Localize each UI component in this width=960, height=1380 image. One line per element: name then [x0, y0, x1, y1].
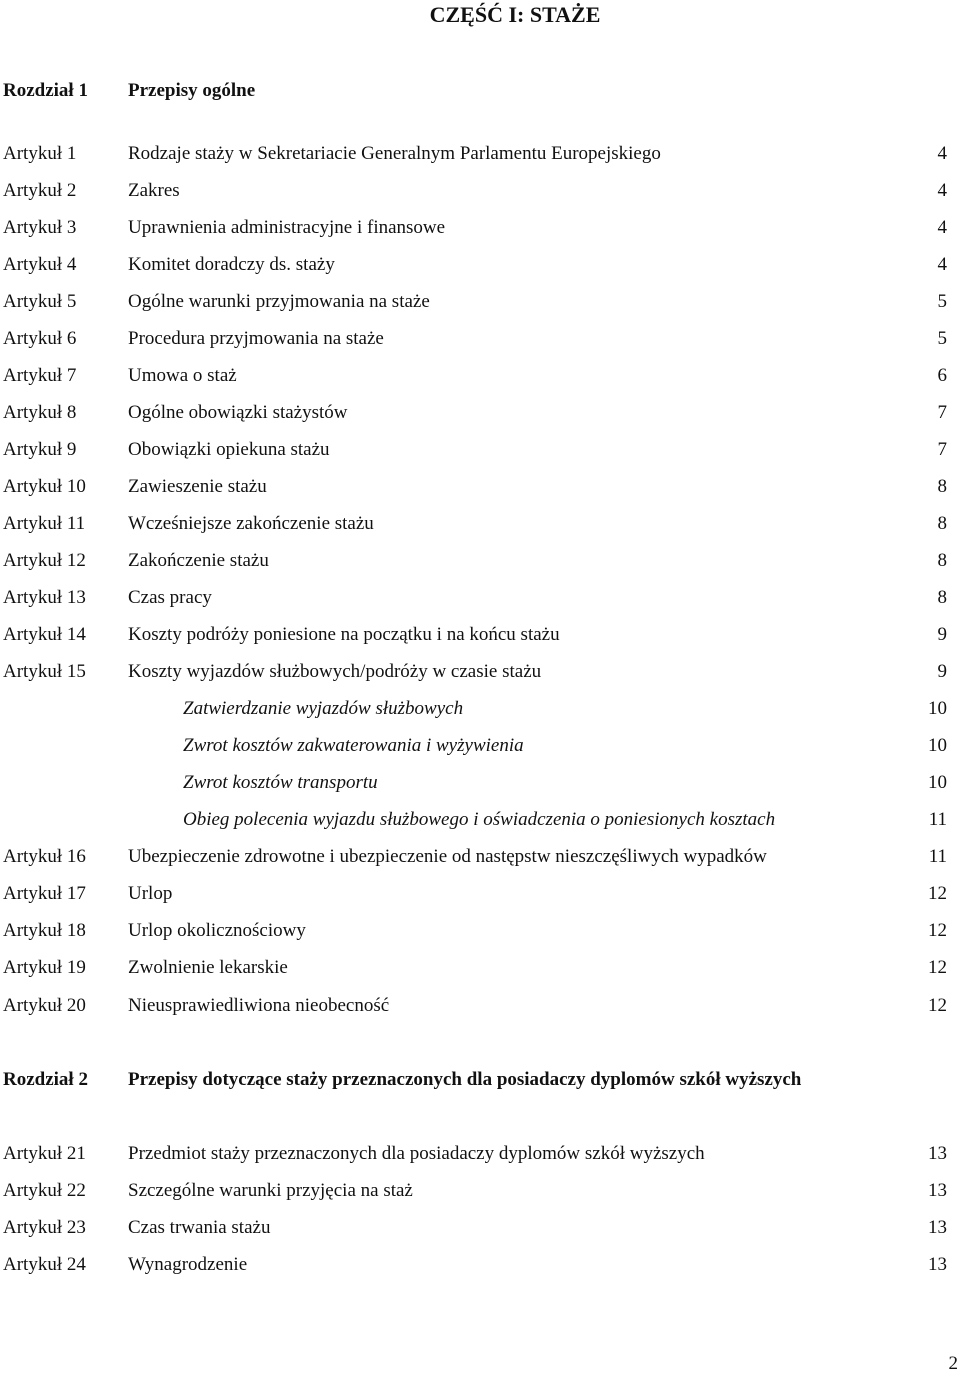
- article-title: Wcześniejsze zakończenie stażu: [128, 513, 374, 534]
- toc-entry[interactable]: [3, 180, 947, 208]
- toc-entry[interactable]: [3, 624, 947, 652]
- toc-entry[interactable]: [3, 1217, 947, 1245]
- article-title: Urlop: [128, 883, 173, 904]
- page-ref: 12: [928, 920, 947, 941]
- article-number: Artykuł 2: [3, 180, 77, 201]
- toc-entry[interactable]: [3, 439, 947, 467]
- article-title: Szczególne warunki przyjęcia na staż: [128, 1180, 413, 1201]
- article-number: Artykuł 12: [3, 550, 86, 571]
- article-number: Artykuł 20: [3, 995, 86, 1016]
- page-ref: 13: [928, 1254, 947, 1275]
- article-title: Koszty wyjazdów służbowych/podróży w czasie stażu: [128, 661, 542, 682]
- page-ref: 4: [937, 217, 947, 238]
- toc-entry[interactable]: [3, 920, 947, 948]
- chapter-title: Przepisy dotyczące staży przeznaczonych dla posiadaczy dyplomów szkół wyższych: [128, 1069, 802, 1090]
- page-ref: 13: [928, 1217, 947, 1238]
- page-ref: 6: [937, 365, 947, 386]
- page-ref: 13: [928, 1143, 947, 1164]
- toc-entry[interactable]: [3, 1143, 947, 1171]
- page-ref: 8: [937, 587, 947, 608]
- article-number: Artykuł 22: [3, 1180, 86, 1201]
- subsection-title: Zwrot kosztów transportu: [183, 772, 378, 793]
- chapter-title: Przepisy ogólne: [128, 80, 256, 101]
- article-number: Artykuł 10: [3, 476, 86, 497]
- article-title: Ogólne obowiązki stażystów: [128, 402, 348, 423]
- article-number: Artykuł 14: [3, 624, 86, 645]
- toc-entry[interactable]: [3, 254, 947, 282]
- subsection-title: Zwrot kosztów zakwaterowania i wyżywienia: [183, 735, 524, 756]
- toc-entry[interactable]: [3, 217, 947, 245]
- article-number: Artykuł 15: [3, 661, 86, 682]
- page-number: 2: [948, 1353, 958, 1374]
- chapter-heading: [3, 80, 953, 110]
- toc-entry[interactable]: [3, 402, 947, 430]
- article-title: Komitet doradczy ds. staży: [128, 254, 335, 275]
- article-title: Umowa o staż: [128, 365, 237, 386]
- article-title: Obowiązki opiekuna stażu: [128, 439, 330, 460]
- toc-entry[interactable]: [3, 957, 947, 985]
- page-ref: 7: [937, 402, 947, 423]
- toc-entry[interactable]: [3, 143, 947, 171]
- article-number: Artykuł 5: [3, 291, 77, 312]
- article-title: Koszty podróży poniesione na początku i na końcu stażu: [128, 624, 560, 645]
- article-number: Artykuł 3: [3, 217, 77, 238]
- page-ref: 8: [937, 513, 947, 534]
- article-title: Czas trwania stażu: [128, 1217, 271, 1238]
- chapter-heading: [3, 1069, 953, 1099]
- page-ref: 12: [928, 957, 947, 978]
- page-ref: 10: [928, 735, 947, 756]
- article-title: Zwolnienie lekarskie: [128, 957, 288, 978]
- chapter-number: Rozdział 2: [3, 1069, 88, 1090]
- page-ref: 4: [937, 143, 947, 164]
- toc-entry[interactable]: [3, 661, 947, 689]
- article-number: Artykuł 19: [3, 957, 86, 978]
- toc-entry[interactable]: [3, 291, 947, 319]
- article-number: Artykuł 13: [3, 587, 86, 608]
- article-number: Artykuł 1: [3, 143, 77, 164]
- article-number: Artykuł 23: [3, 1217, 86, 1238]
- toc-entry[interactable]: [3, 550, 947, 578]
- page-ref: 4: [937, 254, 947, 275]
- article-title: Urlop okolicznościowy: [128, 920, 306, 941]
- subsection-title: Zatwierdzanie wyjazdów służbowych: [183, 698, 464, 719]
- toc-entry[interactable]: [3, 328, 947, 356]
- page-ref: 10: [928, 698, 947, 719]
- toc-entry[interactable]: [3, 1180, 947, 1208]
- article-number: Artykuł 18: [3, 920, 86, 941]
- part-title: CZĘŚĆ I: STAŻE: [429, 2, 601, 27]
- article-number: Artykuł 9: [3, 439, 77, 460]
- toc-entry[interactable]: [3, 365, 947, 393]
- toc-entry[interactable]: [3, 846, 947, 874]
- toc-subentry[interactable]: [3, 735, 947, 763]
- toc-entry[interactable]: [3, 587, 947, 615]
- article-number: Artykuł 8: [3, 402, 77, 423]
- article-title: Uprawnienia administracyjne i finansowe: [128, 217, 446, 238]
- toc-entry[interactable]: [3, 1254, 947, 1282]
- article-number: Artykuł 24: [3, 1254, 86, 1275]
- article-number: Artykuł 16: [3, 846, 86, 867]
- page-ref: 12: [928, 883, 947, 904]
- toc-entry[interactable]: [3, 995, 947, 1023]
- toc-entry[interactable]: [3, 513, 947, 541]
- article-title: Nieusprawiedliwiona nieobecność: [128, 995, 390, 1016]
- page-ref: 11: [928, 809, 947, 830]
- page-ref: 11: [928, 846, 947, 867]
- article-number: Artykuł 4: [3, 254, 77, 275]
- article-title: Ogólne warunki przyjmowania na staże: [128, 291, 430, 312]
- page-ref: 8: [937, 550, 947, 571]
- page-ref: 13: [928, 1180, 947, 1201]
- article-title: Zakres: [128, 180, 180, 201]
- page-ref: 9: [937, 661, 947, 682]
- article-title: Rodzaje staży w Sekretariacie Generalnym Parlamentu Europejskiego: [128, 143, 661, 164]
- toc-subentry[interactable]: [3, 698, 947, 726]
- page-ref: 9: [937, 624, 947, 645]
- toc-entry[interactable]: [3, 476, 947, 504]
- article-number: Artykuł 6: [3, 328, 77, 349]
- toc-subentry[interactable]: [3, 809, 947, 837]
- article-title: Przedmiot staży przeznaczonych dla posiadaczy dyplomów szkół wyższych: [128, 1143, 705, 1164]
- page-ref: 5: [937, 328, 947, 349]
- chapter-number: Rozdział 1: [3, 80, 88, 101]
- article-title: Ubezpieczenie zdrowotne i ubezpieczenie od następstw nieszczęśliwych wypadków: [128, 846, 767, 867]
- toc-subentry[interactable]: [3, 772, 947, 800]
- toc-entry[interactable]: [3, 883, 947, 911]
- page-ref: 8: [937, 476, 947, 497]
- subsection-title: Obieg polecenia wyjazdu służbowego i oświadczenia o poniesionych kosztach: [183, 809, 776, 830]
- article-number: Artykuł 11: [3, 513, 86, 534]
- page-ref: 5: [937, 291, 947, 312]
- article-number: Artykuł 17: [3, 883, 86, 904]
- article-title: Wynagrodzenie: [128, 1254, 248, 1275]
- page-ref: 7: [937, 439, 947, 460]
- article-title: Zawieszenie stażu: [128, 476, 267, 497]
- article-title: Zakończenie stażu: [128, 550, 269, 571]
- page-ref: 12: [928, 995, 947, 1016]
- page-ref: 4: [937, 180, 947, 201]
- article-title: Procedura przyjmowania na staże: [128, 328, 384, 349]
- page-ref: 10: [928, 772, 947, 793]
- article-title: Czas pracy: [128, 587, 212, 608]
- article-number: Artykuł 7: [3, 365, 77, 386]
- article-number: Artykuł 21: [3, 1143, 86, 1164]
